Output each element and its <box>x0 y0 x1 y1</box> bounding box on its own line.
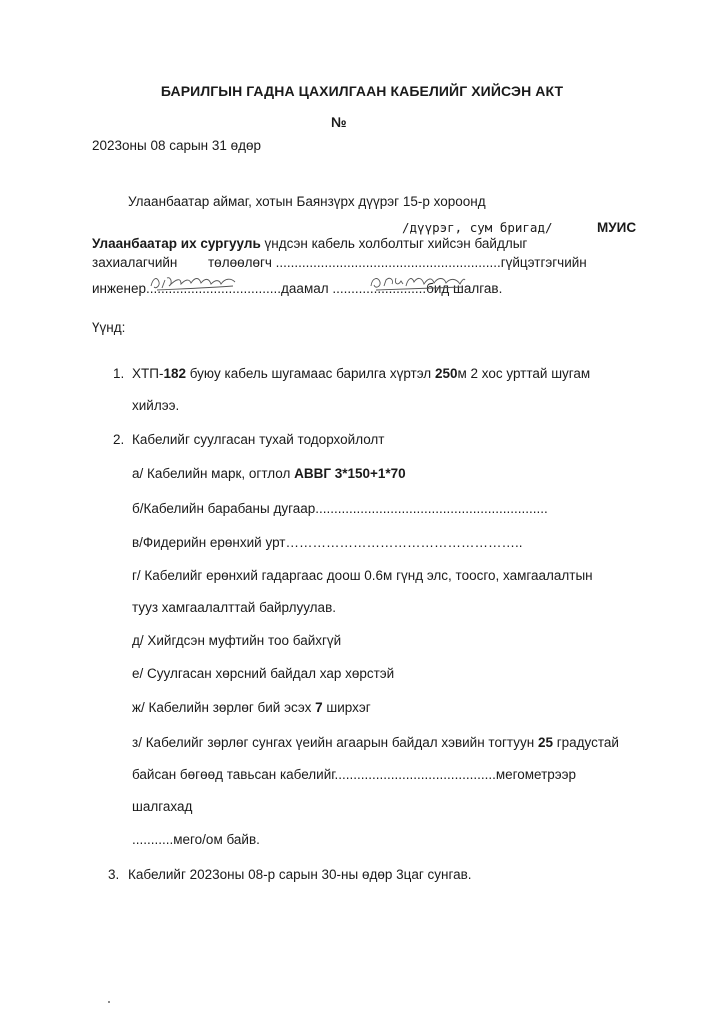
subitem-z-line-2: байсан бөгөөд тавьсан кабелийг...........................................мегометрээр <box>132 767 577 782</box>
subitem-zh-text: ж/ Кабелийн зөрлөг бий эсэх <box>132 700 316 715</box>
cable-mark-value: АВВГ 3*150+1*70 <box>294 466 406 481</box>
item-1-part-c: буюу кабель шугамаас барилга хүртэл <box>185 366 435 381</box>
subitem-z-line-4: ...........мего/ом байв. <box>132 832 260 847</box>
document-number-label: № <box>331 114 347 130</box>
org-short-name: МУИС <box>597 220 637 235</box>
item-1-number: 1. <box>113 366 125 381</box>
date-line: 2023оны 08 сарын 31 өдөр <box>92 138 262 153</box>
subitem-z-text: з/ Кабелийг зөрлөг сунгах үеийн агаарын байдал хэвийн тогтуун <box>132 735 538 750</box>
foreman-dots: ......................... <box>328 281 427 296</box>
item-3-text: Кабелийг 2023оны 08-р сарын 30-ны өдөр 3цаг сунгав. <box>128 867 472 882</box>
engineer-signature <box>147 272 239 294</box>
item-1-text <box>132 366 590 381</box>
item-1-station-number: 182 <box>163 366 186 381</box>
temperature-value: 25 <box>537 735 553 750</box>
checked-text: бид шалгав. <box>426 281 503 296</box>
item-1-part-a: ХТП- <box>132 366 164 381</box>
uundes-label: Үүнд: <box>92 320 126 335</box>
district-hint: /дүүрэг, сум бригад/ <box>402 220 553 235</box>
foreman-label: даамал <box>281 281 329 296</box>
document-title: БАРИЛГЫН ГАДНА ЦАХИЛГААН КАБЕЛИЙГ ХИЙСЭН АКТ <box>160 83 564 99</box>
org-line <box>92 236 527 251</box>
location-line: Улаанбаатар аймаг, хотын Баянзүрх дүүрэг 15-р хороонд <box>128 194 486 209</box>
representative-line: төлөөлөгч ............................................................гүйцэтгэгчийн <box>208 255 587 270</box>
engineer-dots: .................................... <box>146 281 282 296</box>
item-2-number: 2. <box>113 432 125 447</box>
subitem-z-unit: градустай <box>552 735 619 750</box>
item-1-line-2: хийлээ. <box>132 398 180 413</box>
org-line-rest: үндсэн кабель холболтыг хийсэн байдлыг <box>264 236 528 251</box>
item-1-length: 250 <box>434 366 458 381</box>
subitem-d: д/ Хийгдсэн муфтийн тоо байхгүй <box>132 633 342 648</box>
slack-count: 7 <box>315 700 323 715</box>
subitem-e: е/ Суулгасан хөрсний байдал хар хөрстэй <box>132 666 395 681</box>
engineer-label: инженер <box>92 281 147 296</box>
subitem-a <box>132 466 406 481</box>
foreman-signature <box>368 272 468 294</box>
subitem-zh <box>132 700 371 715</box>
subitem-zh-unit: ширхэг <box>322 700 371 715</box>
subitem-g-line-2: тууз хамгаалалттай байрлуулав. <box>132 600 336 615</box>
org-name: Улаанбаатар их сургууль <box>92 236 261 251</box>
subitem-z-line-3: шалгахад <box>132 799 193 814</box>
item-2-text: Кабелийг суулгасан тухай тодорхойлолт <box>132 432 385 447</box>
customer-label: захиалагчийн <box>92 255 178 270</box>
scan-speck <box>108 1001 110 1003</box>
subitem-z-line-1 <box>132 735 619 750</box>
item-3-number: 3. <box>108 867 120 882</box>
subitem-b: б/Кабелийн барабаны дугаар.............................................................. <box>132 501 548 516</box>
subitem-a-text: а/ Кабелийн марк, огтлол <box>132 466 295 481</box>
subitem-g-line-1: г/ Кабелийг ерөнхий гадаргаас доош 0.6м гүнд элс, тоосго, хамгаалалтын <box>132 568 593 583</box>
subitem-v: в/Фидерийн ерөнхий урт…………………………………………….. <box>132 535 523 550</box>
item-1-part-e: м 2 хос урттай шугам <box>457 366 591 381</box>
